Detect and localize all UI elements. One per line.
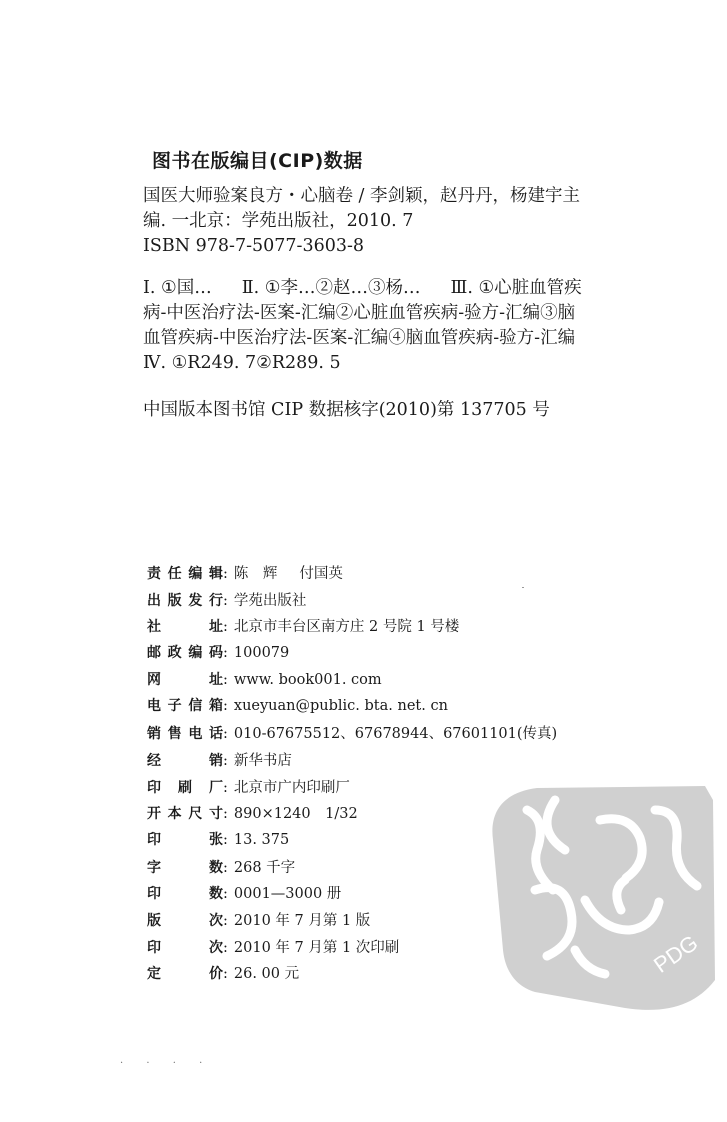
imprint-value: 268 千字 bbox=[233, 859, 296, 876]
imprint-value: 0001—3000 册 bbox=[233, 886, 342, 903]
cip-class-item: Ⅲ. ①心脏血管疾 bbox=[450, 278, 582, 298]
cip-class-item: Ⅱ. ①李…②赵…③杨… bbox=[241, 278, 421, 298]
imprint-row-format: 开 本 尺 寸 : 890×1240 1/32 bbox=[147, 802, 557, 829]
imprint-value: 2010 年 7 月第 1 次印刷 bbox=[233, 939, 400, 956]
watermark-text: PDG bbox=[648, 929, 703, 978]
cip-isbn: ISBN 978-7-5077-3603-8 bbox=[143, 236, 365, 256]
imprint-label: 网 址 bbox=[147, 671, 223, 688]
imprint-value: 100079 bbox=[233, 645, 290, 662]
cip-entry bbox=[143, 184, 691, 259]
imprint-row-website: 网 址 : www. book001. com bbox=[147, 669, 557, 696]
imprint-label: 版 次 bbox=[147, 912, 223, 929]
pdg-watermark bbox=[475, 770, 725, 1020]
cip-classification-line: 病-中医治疗法-医案-汇编②心脏血管疾病-验方-汇编③脑 bbox=[143, 303, 576, 323]
imprint-value: 新华书店 bbox=[233, 752, 292, 769]
imprint-label: 电 子 信 箱 bbox=[147, 698, 223, 715]
cip-entry-line: 国医大师验案良方・心脑卷 / 李剑颖，赵丹丹，杨建宇主 bbox=[143, 186, 581, 206]
imprint-row-sales-phone: 销 售 电 话 : 010-67675512、67678944、67601101(传真) bbox=[147, 722, 557, 749]
cip-title: 图书在版编目(CIP)数据 bbox=[152, 150, 363, 172]
cip-classification-line: Ⅳ. ①R249. 7②R289. 5 bbox=[143, 353, 341, 373]
imprint-label: 出 版 发 行 bbox=[147, 592, 223, 609]
imprint-row-printer: 印 刷 厂 : 北京市广内印刷厂 bbox=[147, 776, 557, 803]
imprint-row-address: 社 址 : 北京市丰台区南方庄 2 号院 1 号楼 bbox=[147, 615, 557, 642]
imprint-label: 责 任 编 辑 bbox=[147, 566, 223, 582]
imprint-row-distributor: 经 销 : 新华书店 bbox=[147, 749, 557, 776]
imprint-row-editor: 责 任 编 辑 : 陈 辉 付国英 bbox=[147, 562, 557, 589]
imprint-label: 开 本 尺 寸 bbox=[147, 806, 223, 823]
imprint-value: 010-67675512、67678944、67601101(传真) bbox=[233, 726, 558, 743]
cip-class-item: Ⅰ. ①国… bbox=[143, 278, 212, 298]
imprint-row-email: 电 子 信 箱 : xueyuan@public. bta. net. cn bbox=[147, 695, 557, 722]
imprint-label: 印 数 bbox=[147, 886, 223, 903]
imprint-row-postcode: 邮 政 编 码 : 100079 bbox=[147, 642, 557, 669]
cip-classification-line bbox=[143, 276, 691, 301]
cip-record-number: 中国版本图书馆 CIP 数据核字(2010)第 137705 号 bbox=[143, 400, 550, 420]
imprint-label: 定 价 bbox=[147, 966, 223, 983]
imprint-label: 销 售 电 话 bbox=[147, 726, 223, 743]
cip-classification-line: 血管疾病-中医治疗法-医案-汇编④脑血管疾病-验方-汇编 bbox=[143, 328, 576, 348]
imprint-label: 经 销 bbox=[147, 752, 223, 769]
imprint-label: 邮 政 编 码 bbox=[147, 645, 223, 662]
imprint-row-publisher: 出 版 发 行 : 学苑出版社 bbox=[147, 589, 557, 616]
imprint-value: 学苑出版社 bbox=[233, 592, 307, 609]
imprint-label: 字 数 bbox=[147, 859, 223, 876]
imprint-value: 890×1240 1/32 bbox=[233, 806, 358, 823]
cip-entry-line: 编. 一北京：学苑出版社，2010. 7 bbox=[143, 211, 414, 231]
imprint-label: 印 刷 厂 bbox=[147, 779, 223, 796]
imprint-value: 北京市广内印刷厂 bbox=[233, 779, 350, 796]
imprint-value: 26. 00 元 bbox=[233, 966, 300, 983]
imprint-row-price: 定 价 : 26. 00 元 bbox=[147, 962, 557, 989]
imprint-row-printing: 印 次 : 2010 年 7 月第 1 次印刷 bbox=[147, 936, 557, 963]
imprint-row-print-run: 印 数 : 0001—3000 册 bbox=[147, 882, 557, 909]
imprint-value: xueyuan@public. bta. net. cn bbox=[233, 698, 448, 715]
imprint-row-edition: 版 次 : 2010 年 7 月第 1 版 bbox=[147, 909, 557, 936]
imprint-value: 13. 375 bbox=[233, 831, 290, 848]
imprint-value: 陈 辉 付国英 bbox=[233, 566, 343, 582]
imprint-value: 2010 年 7 月第 1 版 bbox=[233, 912, 371, 929]
cip-classification bbox=[143, 276, 691, 376]
imprint-row-word-count: 字 数 : 268 千字 bbox=[147, 856, 557, 883]
imprint-row-sheets: 印 张 : 13. 375 bbox=[147, 829, 557, 856]
imprint-label: 社 址 bbox=[147, 619, 223, 636]
imprint-value: www. book001. com bbox=[233, 671, 382, 688]
footer-marks: · · · · bbox=[120, 1058, 213, 1069]
imprint-label: 印 张 bbox=[147, 831, 223, 848]
imprint-label: 印 次 bbox=[147, 939, 223, 956]
imprint-value: 北京市丰台区南方庄 2 号院 1 号楼 bbox=[233, 619, 460, 636]
